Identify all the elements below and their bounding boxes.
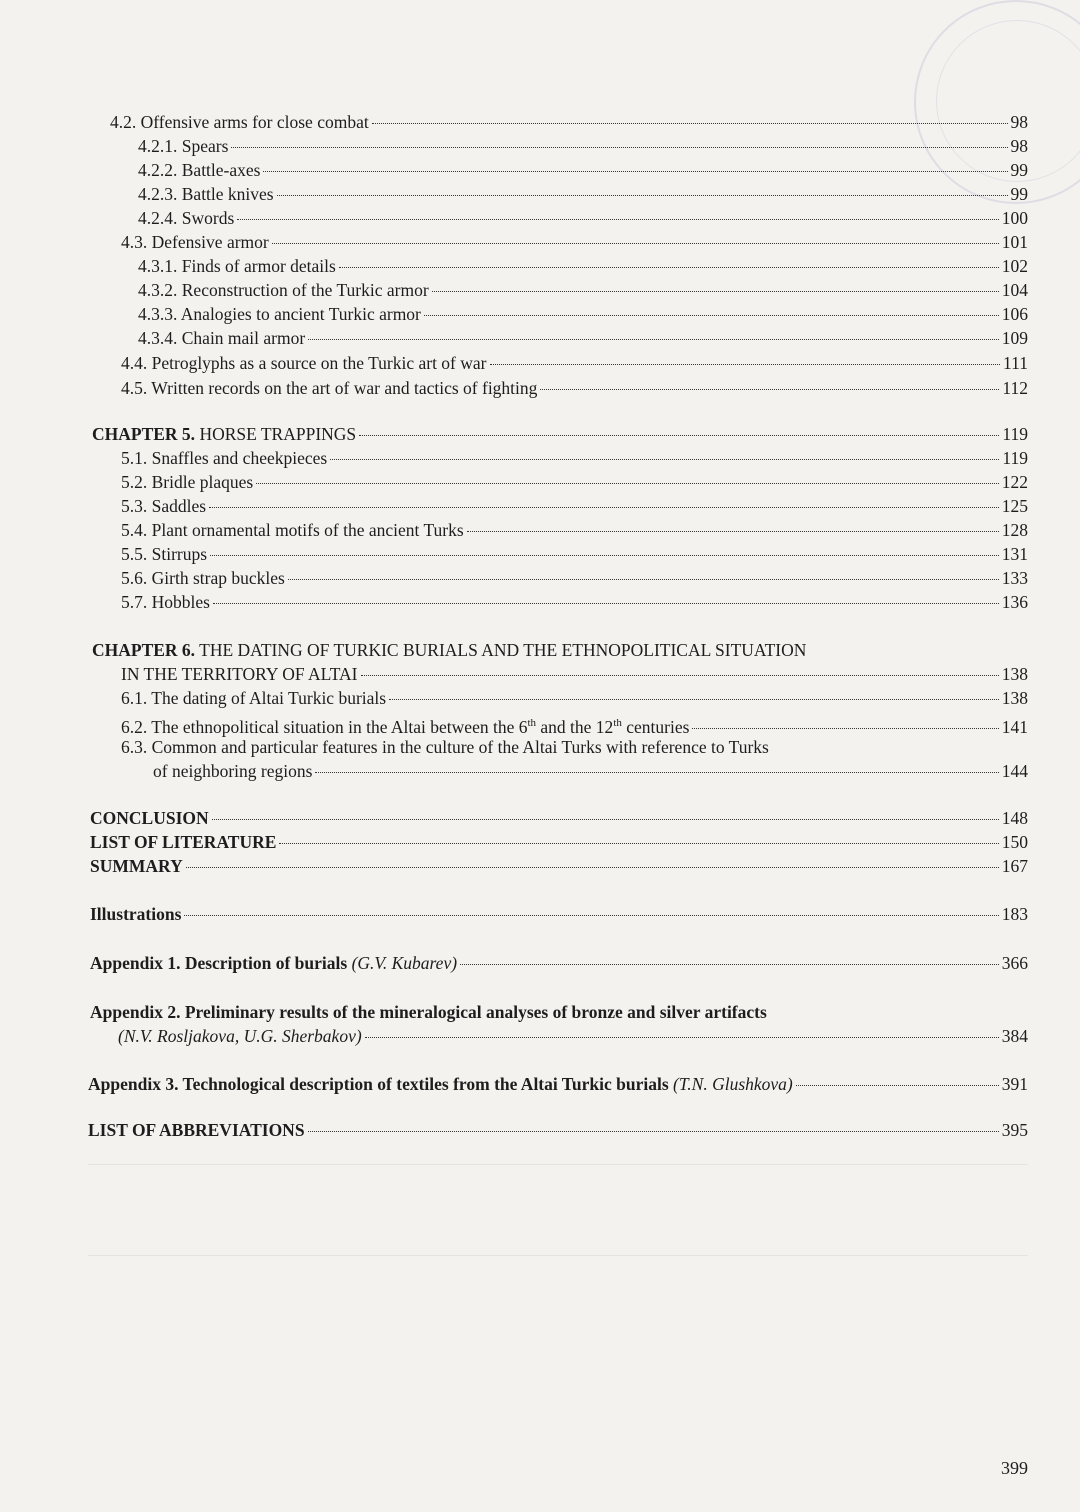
toc-entry-label: 5.7. Hobbles — [121, 592, 210, 612]
toc-entry — [138, 326, 1028, 350]
toc-entry — [138, 206, 1028, 230]
chapter-title-cont: IN THE TERRITORY OF ALTAI — [121, 664, 358, 684]
toc-entry-label: LIST OF ABBREVIATIONS — [88, 1120, 305, 1140]
toc-entry-page: 395 — [1001, 1120, 1028, 1140]
toc-entry-page: 366 — [1001, 953, 1028, 973]
toc-entry-page: 100 — [1001, 208, 1028, 228]
leader-dots — [184, 915, 998, 916]
leader-dots — [460, 964, 999, 965]
author: (T.N. Glushkova) — [673, 1074, 793, 1094]
chapter-title: THE DATING OF TURKIC BURIALS AND THE ETHNOPOLITICAL SITUATION — [199, 640, 807, 660]
toc-entry — [121, 376, 1028, 400]
toc-entry-label: 5.2. Bridle plaques — [121, 472, 254, 492]
leader-dots — [796, 1085, 999, 1086]
leader-dots — [308, 1131, 999, 1132]
toc-entry-page: 391 — [1001, 1074, 1028, 1094]
bleed-through-rule — [88, 1255, 1028, 1256]
toc-entry-page: 183 — [1001, 904, 1028, 924]
leader-dots — [365, 1037, 999, 1038]
chapter-prefix: CHAPTER 5. — [92, 424, 196, 444]
toc-entry-label: 6.3. Common and particular features in the culture of the Altai Turks with reference to Turks — [121, 737, 769, 757]
leader-dots — [209, 507, 999, 508]
leader-dots — [279, 843, 998, 844]
author: (N.V. Rosljakova, U.G. Sherbakov) — [118, 1026, 362, 1046]
toc-entry-page: 98 — [1010, 112, 1028, 132]
toc-entry — [138, 254, 1028, 278]
toc-entry — [138, 302, 1028, 326]
toc-entry-label: 4.3.3. Analogies to ancient Turkic armor — [138, 304, 421, 324]
toc-entry-label: 4.3.1. Finds of armor details — [138, 256, 336, 276]
chapter-title: HORSE TRAPPINGS — [199, 424, 357, 444]
toc-entry-label: Appendix 1. Description of burials — [90, 953, 348, 973]
toc-entry-page: 148 — [1001, 808, 1028, 828]
leader-dots — [256, 483, 999, 484]
toc-entry — [121, 590, 1028, 614]
superscript: th — [527, 717, 537, 729]
toc-entry-label: 5.3. Saddles — [121, 496, 207, 516]
leader-dots — [359, 435, 999, 436]
leader-dots — [330, 459, 999, 460]
leader-dots — [186, 867, 999, 868]
toc-entry-page: 99 — [1010, 160, 1028, 180]
leader-dots — [213, 603, 999, 604]
toc-entry — [138, 182, 1028, 206]
chapter-heading — [92, 422, 1028, 446]
toc-entry — [121, 470, 1028, 494]
toc-entry-page: 104 — [1001, 280, 1028, 300]
toc-entry-page: 136 — [1001, 592, 1028, 612]
toc-entry — [138, 158, 1028, 182]
toc-entry-label: LIST OF LITERATURE — [90, 832, 277, 852]
leader-dots — [263, 171, 1007, 172]
toc-entry-line1 — [90, 1000, 767, 1024]
toc-entry-label: CONCLUSION — [90, 808, 209, 828]
bleed-through-rule — [88, 1164, 1028, 1165]
leader-dots — [372, 123, 1008, 124]
chapter-heading-cont — [121, 662, 1028, 686]
leader-dots — [540, 389, 999, 390]
toc-entry — [90, 830, 1028, 854]
toc-entry — [118, 1024, 1028, 1048]
leader-dots — [339, 267, 999, 268]
toc-entry — [153, 759, 1028, 783]
toc-entry-label: 4.4. Petroglyphs as a source on the Turkic art of war — [121, 353, 487, 373]
label-part: 6.2. The ethnopolitical situation in the Altai between the 6 — [121, 716, 528, 737]
toc-entry-page: 112 — [1002, 378, 1028, 398]
toc-entry — [121, 518, 1028, 542]
toc-entry-page: 128 — [1001, 520, 1028, 540]
toc-entry-label: 5.5. Stirrups — [121, 544, 208, 564]
toc-entry-label: Appendix 3. Technological description of textiles from the Altai Turkic burials — [88, 1074, 669, 1094]
leader-dots — [277, 195, 1008, 196]
toc-entry-label: 5.1. Snaffles and cheekpieces — [121, 448, 328, 468]
leader-dots — [490, 364, 1001, 365]
toc-entry-label: 4.3. Defensive armor — [121, 232, 269, 252]
leader-dots — [467, 531, 999, 532]
toc-entry-page: 109 — [1001, 328, 1028, 348]
toc-entry — [90, 902, 1028, 926]
author: (G.V. Kubarev) — [351, 953, 458, 973]
toc-entry-page: 111 — [1003, 353, 1028, 373]
toc-entry-label: 5.6. Girth strap buckles — [121, 568, 285, 588]
toc-entry — [90, 854, 1028, 878]
toc-entry-page: 122 — [1001, 472, 1028, 492]
toc-entry-label: SUMMARY — [90, 856, 183, 876]
toc-entry-label: 5.4. Plant ornamental motifs of the ancient Turks — [121, 520, 464, 540]
toc-entry-label: 4.2.3. Battle knives — [138, 184, 274, 204]
toc-entry — [121, 542, 1028, 566]
toc-entry-label: 4.2.4. Swords — [138, 208, 235, 228]
toc-entry-page: 150 — [1001, 832, 1028, 852]
leader-dots — [432, 291, 999, 292]
leader-dots — [272, 243, 999, 244]
toc-entry-label: 4.5. Written records on the art of war and tactics of fighting — [121, 378, 538, 398]
toc-entry — [88, 1118, 1028, 1142]
leader-dots — [389, 699, 999, 700]
toc-entry-label: of neighboring regions — [153, 761, 313, 781]
toc-entry — [138, 134, 1028, 158]
toc-entry — [121, 686, 1028, 710]
toc-entry-page: 138 — [1001, 688, 1028, 708]
superscript: th — [613, 717, 622, 729]
toc-entry — [121, 711, 1028, 735]
toc-entry-page: 119 — [1002, 448, 1028, 468]
leader-dots — [315, 772, 998, 773]
toc-entry-label: Illustrations — [90, 904, 182, 924]
toc-entry-label: 4.2.2. Battle-axes — [138, 160, 261, 180]
toc-entry-page: 133 — [1001, 568, 1028, 588]
toc-entry-page: 101 — [1001, 232, 1028, 252]
toc-entry-page: 131 — [1001, 544, 1028, 564]
toc-entry — [121, 230, 1028, 254]
toc-entry — [121, 494, 1028, 518]
toc-entry-page: 167 — [1001, 856, 1028, 876]
toc-entry-page: 98 — [1010, 136, 1028, 156]
toc-entry-page: 106 — [1001, 304, 1028, 324]
leader-dots — [288, 579, 999, 580]
leader-dots — [424, 315, 999, 316]
toc-entry-page: 141 — [1001, 716, 1028, 737]
label-part: centuries — [621, 716, 690, 737]
toc-entry-page: 102 — [1001, 256, 1028, 276]
leader-dots — [231, 147, 1007, 148]
toc-entry-page: 99 — [1010, 184, 1028, 204]
toc-entry-page: 138 — [1001, 664, 1028, 684]
leader-dots — [692, 728, 998, 729]
leader-dots — [210, 555, 999, 556]
toc-entry-page: 125 — [1001, 496, 1028, 516]
toc-entry-page: 384 — [1001, 1026, 1028, 1046]
page-number: 399 — [1001, 1458, 1028, 1478]
leader-dots — [361, 675, 999, 676]
leader-dots — [308, 339, 999, 340]
toc-entry-label: 4.3.2. Reconstruction of the Turkic armor — [138, 280, 429, 300]
toc-entry-label: 6.1. The dating of Altai Turkic burials — [121, 688, 387, 708]
toc-entry-page: 144 — [1001, 761, 1028, 781]
leader-dots — [237, 219, 998, 220]
label-part: and the 12 — [536, 716, 614, 737]
toc-entry-page: 119 — [1002, 424, 1028, 444]
chapter-heading — [92, 638, 806, 662]
toc-entry-line1 — [121, 735, 769, 759]
toc-entry-label: Appendix 2. Preliminary results of the mineralogical analyses of bronze and silver artifacts — [90, 1002, 767, 1022]
toc-entry — [121, 446, 1028, 470]
toc-entry-label: 4.2. Offensive arms for close combat — [110, 112, 369, 132]
toc-entry — [88, 1072, 1028, 1096]
leader-dots — [212, 819, 999, 820]
toc-entry — [90, 806, 1028, 830]
toc-entry-label: 4.2.1. Spears — [138, 136, 229, 156]
toc-entry — [121, 351, 1028, 375]
toc-entry — [110, 110, 1028, 134]
toc-entry — [138, 278, 1028, 302]
toc-entry — [121, 566, 1028, 590]
chapter-prefix: CHAPTER 6. — [92, 640, 196, 660]
toc-entry-label: 4.3.4. Chain mail armor — [138, 328, 306, 348]
toc-entry — [90, 951, 1028, 975]
